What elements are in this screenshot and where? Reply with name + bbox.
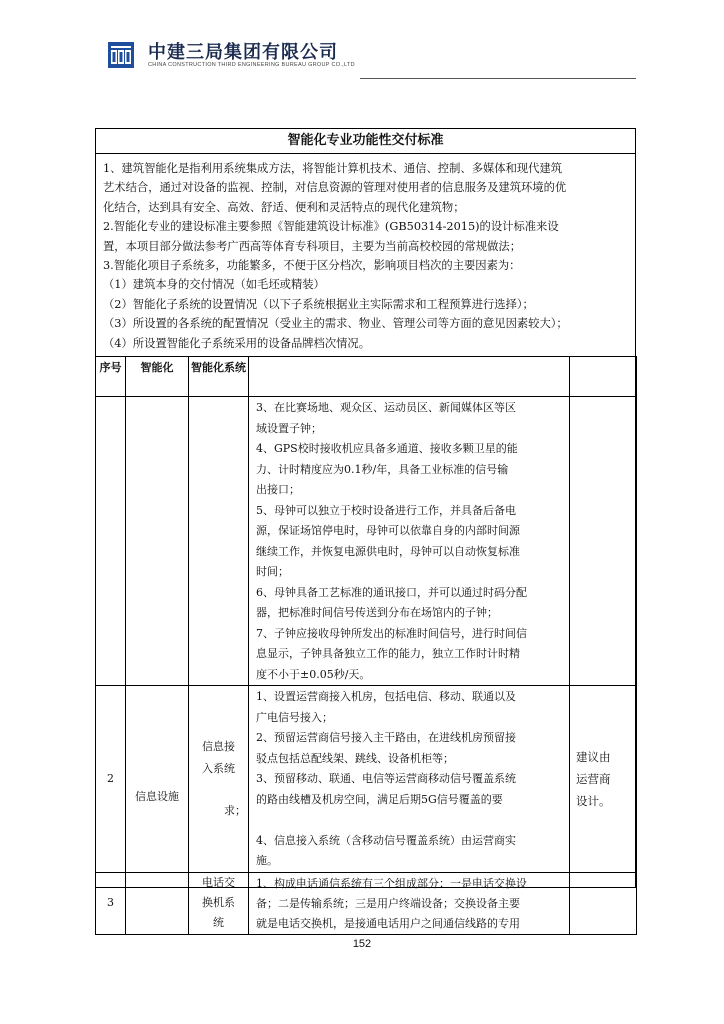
- row-note-empty: [570, 397, 637, 686]
- company-name: 中建三局集团有限公司: [148, 42, 338, 63]
- system-line: 信息接: [202, 739, 235, 753]
- intro-line: 2.智能化专业的建设标准主要参照《智能建筑设计标准》(GB50314-2015)的设计标准来设: [103, 220, 559, 234]
- row-note-empty: [570, 872, 637, 934]
- intro-line: （3）所设置的各系统的配置情况（受业主的需求、物业、管理公司等方面的意见因素较大）；: [103, 317, 568, 331]
- standards-document: [95, 128, 636, 930]
- cscec-logo-icon: [108, 42, 134, 68]
- content-line: 域设置子钟；: [256, 421, 322, 435]
- content-line: 备；二是传输系统；三是用户终端设备；交换设备主要: [256, 896, 520, 910]
- content-line: 息显示，子钟具备独立工作的能力，独立工作时计时精: [256, 647, 520, 660]
- system-line: 求；: [224, 803, 246, 817]
- content-line: 继续工作，并恢复电源供电时，母钟可以自动恢复标准: [256, 544, 520, 558]
- note-line: 运营商: [576, 771, 611, 786]
- content-line: 就是电话交换机，是接通电话用户之间通信线路的专用: [256, 916, 520, 930]
- content-line: 4、信息接入系统（含移动信号覆盖系统）由运营商实: [256, 833, 516, 847]
- row-number: 3: [96, 872, 126, 934]
- header-note: [570, 357, 637, 397]
- intro-line: 化结合，达到具有安全、高效、舒适、便利和灵活特点的现代化建筑物；: [103, 200, 465, 214]
- content-line: 3、预留移动、联通、电信等运营商移动信号覆盖系统: [256, 772, 516, 785]
- content-line: 度不小于±0.05秒/天。: [256, 667, 371, 681]
- row-category-empty: [126, 397, 189, 686]
- table-row: [96, 872, 637, 934]
- content-line: [256, 810, 564, 831]
- header-system: 智能化系统: [189, 357, 249, 397]
- system-line: 统: [213, 915, 224, 929]
- content-line: 器，把标准时间信号传送到分布在场馆内的子钟；: [256, 606, 498, 619]
- header-content: [249, 357, 570, 397]
- content-line: 6、母钟具备工艺标准的通讯接口，并可以通过时码分配: [256, 585, 527, 599]
- content-line: 施。: [256, 854, 278, 867]
- intro-section: [96, 154, 635, 352]
- content-line: 1、设置运营商接入机房，包括电信、移动、联通以及: [256, 690, 516, 703]
- intro-line: 1、建筑智能化是指利用系统集成方法，将智能计算机技术、通信、控制、多媒体和现代建筑: [103, 162, 563, 175]
- content-line: 的路由线槽及机房空间，满足后期5G信号覆盖的要: [256, 792, 503, 806]
- category-label: 信息设施: [135, 789, 179, 803]
- intro-line: （1）建筑本身的交付情况（如毛坯或精装）: [103, 278, 325, 292]
- row-category: [126, 686, 189, 873]
- document-title: 智能化专业功能性交付标准: [96, 129, 635, 154]
- system-line: 电话交: [202, 875, 235, 889]
- content-line: 源，保证场馆停电时，母钟可以依靠自身的内部时间源: [256, 524, 520, 537]
- header-number: 序号: [96, 357, 126, 397]
- row-content: [249, 397, 570, 686]
- intro-line: 置，本项目部分做法参考广西高等体育专科项目，主要为当前高校校园的常规做法；: [103, 239, 521, 253]
- note-line: 设计。: [576, 793, 611, 808]
- note-line: 建议由: [576, 749, 611, 764]
- content-line: 出接口；: [256, 483, 300, 496]
- content-line: 4、GPS校时接收机应具备多通道、接收多颗卫星的能: [256, 442, 518, 455]
- intro-line: （4）所设置智能化子系统采用的设备品牌档次情况。: [103, 336, 371, 350]
- content-line: 驳点包括总配线架、跳线、设备机柜等；: [256, 751, 454, 765]
- content-line: 时间；: [256, 565, 289, 578]
- table-row: [96, 397, 637, 686]
- row-category-empty: [126, 872, 189, 934]
- content-line: 7、子钟应接收母钟所发出的标准时间信号，进行时间信: [256, 626, 527, 640]
- company-logo: [108, 42, 134, 68]
- content-line: 力、计时精度应为0.1秒/年，具备工业标准的信号输: [256, 462, 509, 476]
- content-line: 广电信号接入；: [256, 710, 333, 724]
- intro-line: 艺术结合，通过对设备的监视、控制，对信息资源的管理对使用者的信息服务及建筑环境的优: [103, 181, 567, 195]
- row-content: [249, 686, 570, 873]
- content-line: 3、在比赛场地、观众区、运动员区、新闻媒体区等区: [256, 401, 516, 414]
- page-number: 152: [352, 938, 372, 950]
- content-line: 2、预留运营商信号接入主干路由，在进线机房预留接: [256, 731, 516, 744]
- table-header-row: [96, 357, 637, 397]
- header-divider: [360, 78, 636, 79]
- company-name-en: CHINA CONSTRUCTION THIRD ENGINEERING BUREAU GROUP CO.,LTD: [148, 62, 355, 68]
- intro-line: 3.智能化项目子系统多，功能繁多，不便于区分档次，影响项目档次的主要因素为：: [103, 259, 521, 273]
- intro-line: （2）智能化子系统的设置情况（以下子系统根据业主实际需求和工程预算进行选择）；: [103, 297, 534, 311]
- row-system: [189, 872, 249, 934]
- header-category: 智能化: [126, 357, 189, 397]
- row-content: [249, 872, 570, 934]
- system-line: 换机系: [202, 895, 235, 909]
- row-note: [570, 686, 637, 873]
- standards-table: [95, 356, 637, 935]
- row-number-empty: [96, 397, 126, 686]
- content-line: 5、母钟可以独立于校时设备进行工作，并具备后备电: [256, 503, 516, 517]
- content-line: 1、构成电话通信系统有三个组成部分：一是电话交换设: [256, 876, 527, 890]
- row-system: [189, 686, 249, 873]
- row-system-empty: [189, 397, 249, 686]
- system-line: 入系统: [202, 761, 235, 775]
- row-number: 2: [96, 686, 126, 873]
- table-row: [96, 686, 637, 873]
